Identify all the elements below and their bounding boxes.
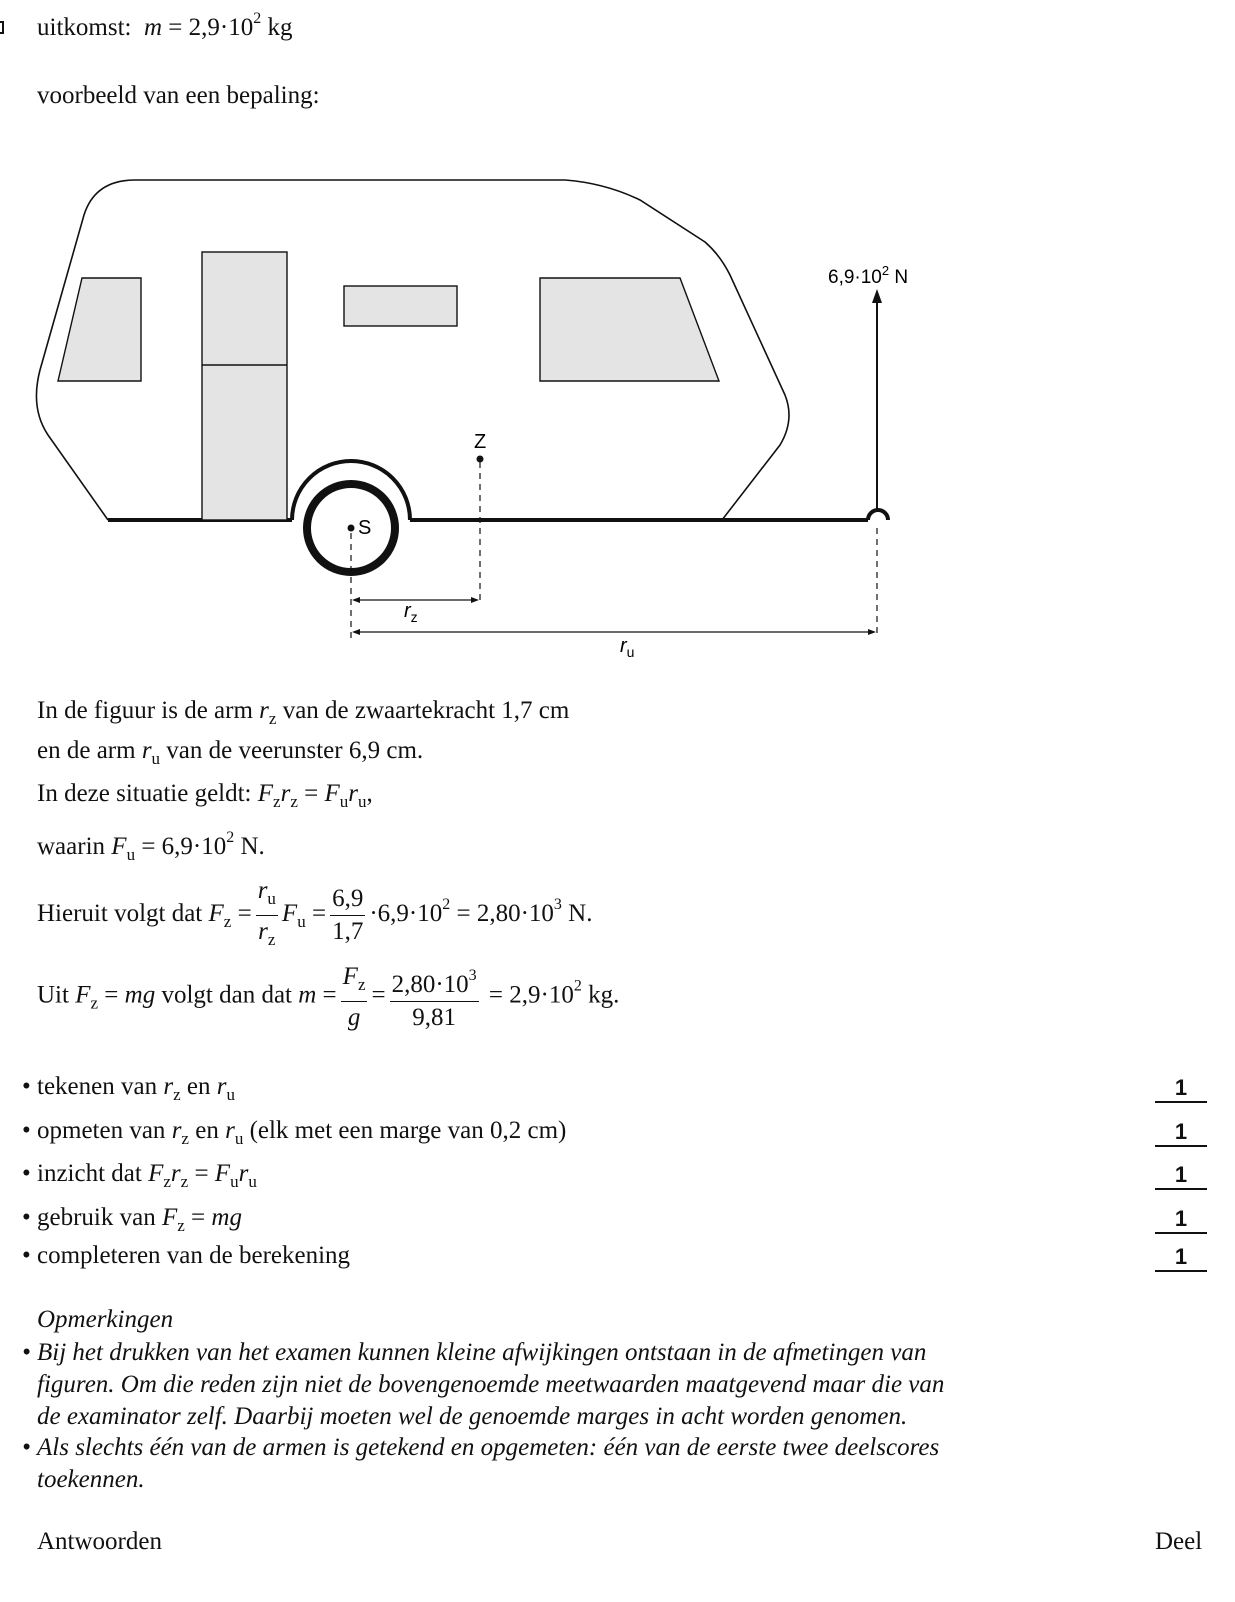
outcome-label: uitkomst: <box>37 14 132 41</box>
remark-1-line-2: figuren. Om die reden zijn niet de bovengenoemde meetwaarden maatgevend maar die van <box>37 1371 945 1398</box>
remark-1-line-3: de examinator zelf. Daarbij moeten wel de genoemde marges in acht worden genomen. <box>37 1403 908 1430</box>
window-right <box>540 278 719 381</box>
ru-label: $r_u$ <box>620 635 635 660</box>
point-z-label: Z <box>474 431 487 453</box>
explanation-line-5: Hieruit volgt dat $F_z$ = $\frac{r_u}{r_z}$ $F_u$ = $\frac{6,9}{1,7}$ $\cdot 6,9\cdot 10^2 = 2,80\cdot 10^3$ N. <box>37 877 593 949</box>
explanation-line-1: In de figuur is de arm $r_z$ van de zwaartekracht 1,7 cm <box>37 697 570 728</box>
point-s-dot <box>348 525 355 532</box>
scoring-item-1: • tekenen van $r_z$ en $r_u$ <box>37 1073 235 1105</box>
window-small <box>344 286 457 326</box>
remarks-heading: Opmerkingen <box>37 1306 174 1333</box>
score-4: 1 <box>1155 1206 1207 1234</box>
explanation-line-4: waarin $F_u = 6,9\cdot 10^2$ N. <box>37 829 265 864</box>
remark-2-line-1: • Als slechts één van de armen is getekend en opgemeten: één van de eerste twee deelscores <box>37 1434 939 1462</box>
ru-arrow-left-icon <box>352 629 360 635</box>
remark-1-line-1: • Bij het drukken van het examen kunnen kleine afwijkingen ontstaan in de afmetingen van <box>37 1339 926 1367</box>
rz-arrow-right-icon <box>471 597 479 603</box>
explanation-line-3: In deze situatie geldt: $F_zr_z = F_ur_u$, <box>37 780 373 811</box>
score-5: 1 <box>1155 1244 1207 1272</box>
door <box>202 252 287 520</box>
score-2: 1 <box>1155 1119 1207 1147</box>
outcome-unit: kg <box>261 14 293 41</box>
force-arrowhead-icon <box>872 289 882 303</box>
outcome-eq: = 2,9·10 <box>162 14 254 41</box>
outcome-var: m <box>143 14 163 41</box>
example-heading: voorbeeld van een bepaling: <box>37 82 320 109</box>
scoring-item-4: • gebruik van $F_z$ = mg <box>37 1204 242 1236</box>
remark-2-line-2: toekennen. <box>37 1466 145 1493</box>
explanation-line-2: en de arm $r_u$ van de veerunster 6,9 cm. <box>37 737 424 768</box>
force-label: $6,9\cdot 10^2$ N <box>828 263 909 288</box>
caravan-figure <box>0 0 1235 680</box>
window-left <box>58 278 141 381</box>
score-1: 1 <box>1155 1075 1207 1103</box>
rz-arrow-left-icon <box>352 597 360 603</box>
footer-left: Antwoorden <box>37 1528 162 1555</box>
ru-arrow-right-icon <box>868 629 876 635</box>
rz-label: $r_z$ <box>404 600 418 625</box>
point-s-label: S <box>358 517 372 539</box>
outcome-exp: 2 <box>253 10 262 27</box>
scoring-item-5: • completeren van de berekening <box>37 1242 350 1270</box>
footer-right: Deel <box>1155 1528 1203 1555</box>
explanation-line-6: Uit $F_z$ = mg volgt dan dat m = $\frac{F_z}{g}$ = $\frac{2,80\cdot 10^3}{9,81}$ = $2,9\cdot 10^2$ kg. <box>37 962 620 1031</box>
point-z-dot <box>477 456 484 463</box>
score-3: 1 <box>1155 1162 1207 1190</box>
scoring-item-2: • opmeten van $r_z$ en $r_u$ (elk met een marge van 0,2 cm) <box>37 1117 566 1149</box>
scoring-item-3: • inzicht dat $F_zr_z = F_ur_u$ <box>37 1160 257 1192</box>
